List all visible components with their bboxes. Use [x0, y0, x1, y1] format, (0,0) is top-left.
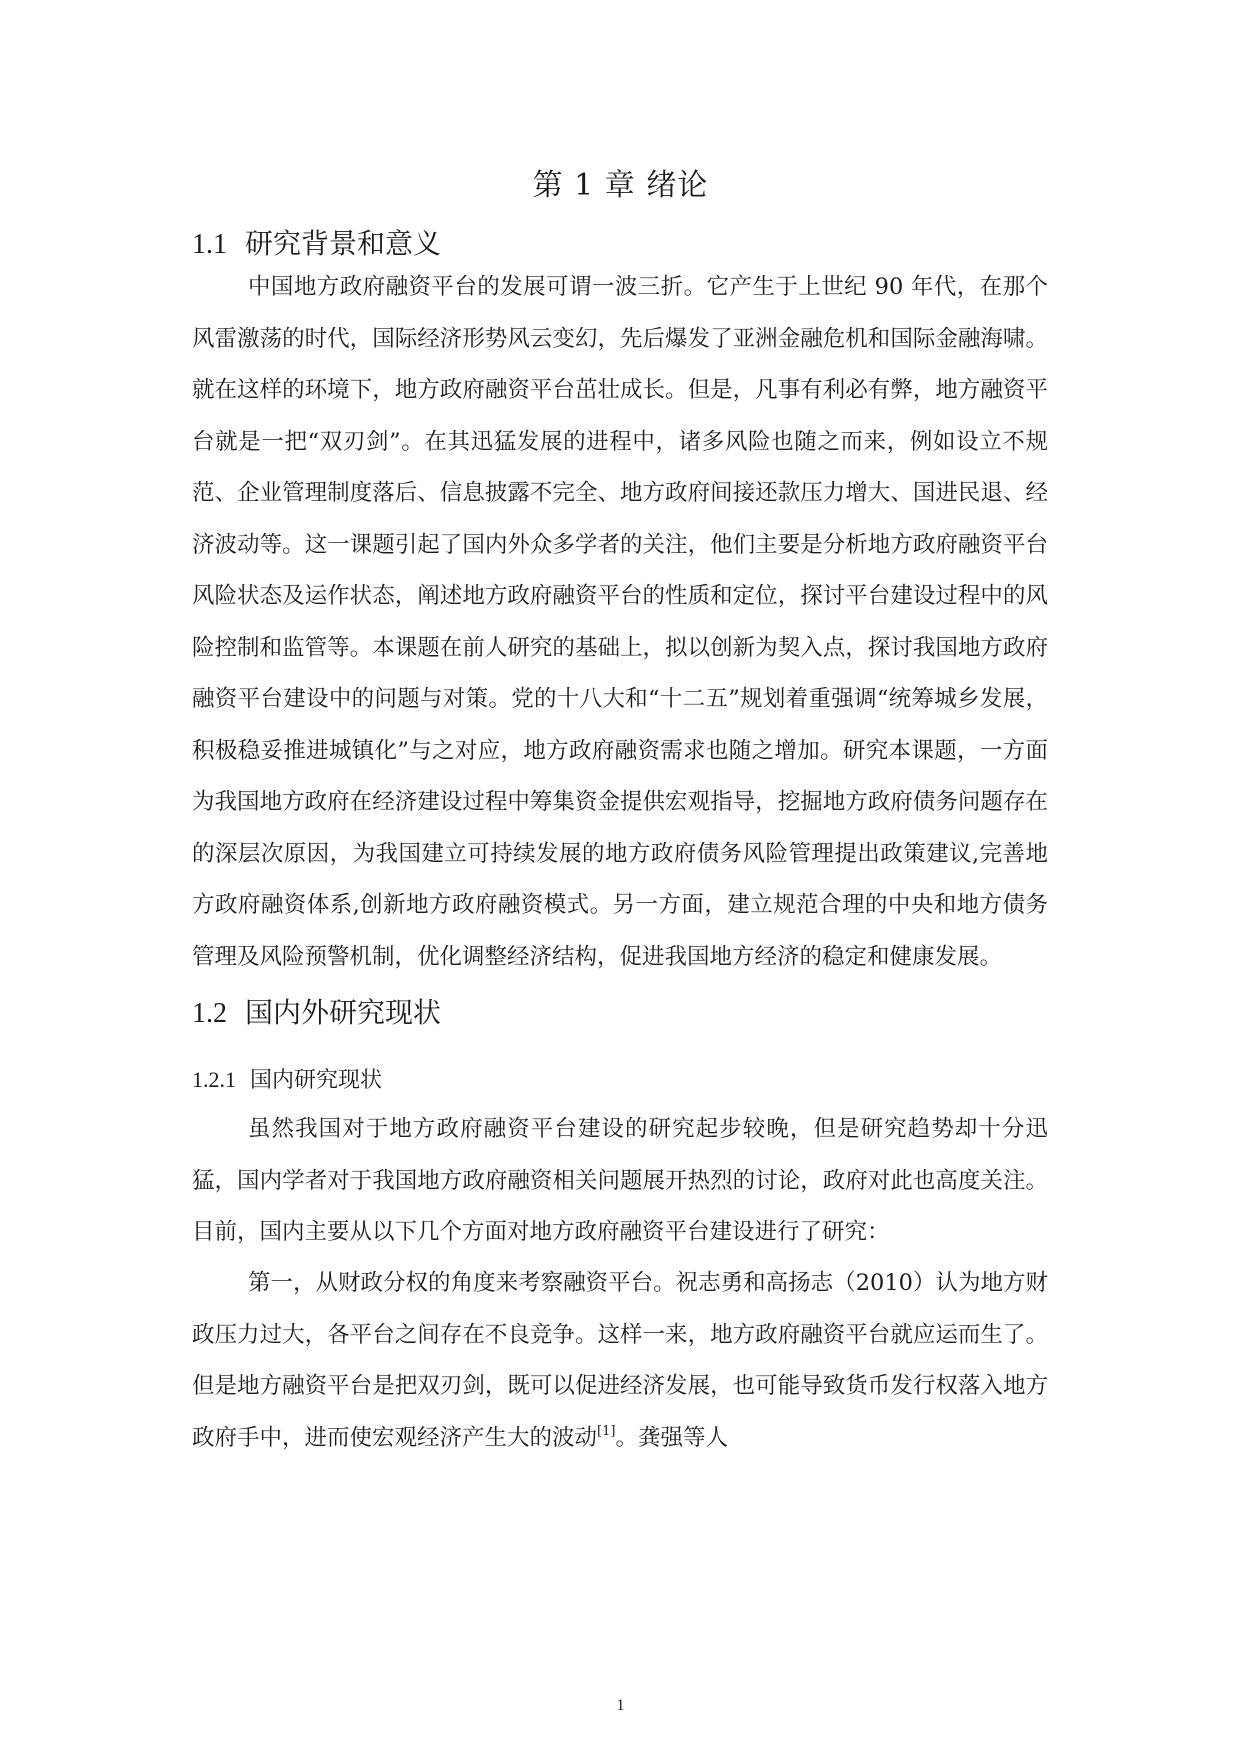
body-paragraph — [192, 1258, 1048, 1464]
section-heading-1-2 — [192, 991, 441, 1031]
subsection-title: 国内研究现状 — [250, 1068, 383, 1093]
section-number: 1.2 — [192, 998, 227, 1029]
section-number: 1.1 — [192, 229, 227, 260]
subsection-number: 1.2.1 — [192, 1067, 236, 1092]
paragraph-tail: 。龚强等人 — [615, 1424, 728, 1451]
section-title: 研究背景和意义 — [245, 227, 442, 260]
page-number: 1 — [616, 1697, 625, 1714]
subsection-heading-1-2-1 — [192, 1063, 382, 1094]
paragraph-text: 第一，从财政分权的角度来考察融资平台。祝志勇和高扬志（2010）认为地方财政压力过大，各平台之间存在不良竞争。这样一来，地方政府融资平台就应运而生了。但是地方融资平台是把双刃剑，既可以促进经济发展，也可能导致货币发行权落入地方政府手中，进而使宏观经济产生大的波动 — [192, 1270, 1048, 1451]
body-paragraph: 中国地方政府融资平台的发展可谓一波三折。它产生于上世纪 90 年代，在那个风雷激荡的时代，国际经济形势风云变幻，先后爆发了亚洲金融危机和国际金融海啸。就在这样的环境下，地方政府融资平台茁壮成长。但是，凡事有利必有弊，地方融资平台就是一把“双刃剑”。在其迅猛发展的进程中，诸多风险也随之而来，例如设立不规范、企业管理制度落后、信息披露不完全、地方政府间接还款压力增大、国进民退、经济波动等。这一课题引起了国内外众多学者的关注，他们主要是分析地方政府融资平台风险状态及运作状态，阐述地方政府融资平台的性质和定位，探讨平台建设过程中的风险控制和监管等。本课题在前人研究的基础上，拟以创新为契入点，探讨我国地方政府融资平台建设中的问题与对策。党的十八大和“十二五”规划着重强调“统筹城乡发展，积极稳妥推进城镇化”与之对应，地方政府融资需求也随之增加。研究本课题，一方面为我国地方政府在经济建设过程中筹集资金提供宏观指导，挖掘地方政府债务问题存在的深层次原因，为我国建立可持续发展的地方政府债务风险管理提出政策建议,完善地方政府融资体系,创新地方政府融资模式。另一方面，建立规范合理的中央和地方债务管理及风险预警机制，优化调整经济结构，促进我国地方经济的稳定和健康发展。 — [192, 274, 1048, 970]
section-heading-1-1 — [192, 222, 441, 262]
citation-marker[interactable]: [1] — [597, 1423, 616, 1439]
chapter-title: 第 1 章 绪论 — [532, 168, 709, 203]
body-paragraph: 虽然我国对于地方政府融资平台建设的研究起步较晚，但是研究趋势却十分迅猛，国内学者对于我国地方政府融资相关问题展开热烈的讨论，政府对此也高度关注。目前，国内主要从以下几个方面对地方政府融资平台建设进行了研究： — [192, 1116, 1048, 1245]
section-title: 国内外研究现状 — [245, 996, 442, 1029]
